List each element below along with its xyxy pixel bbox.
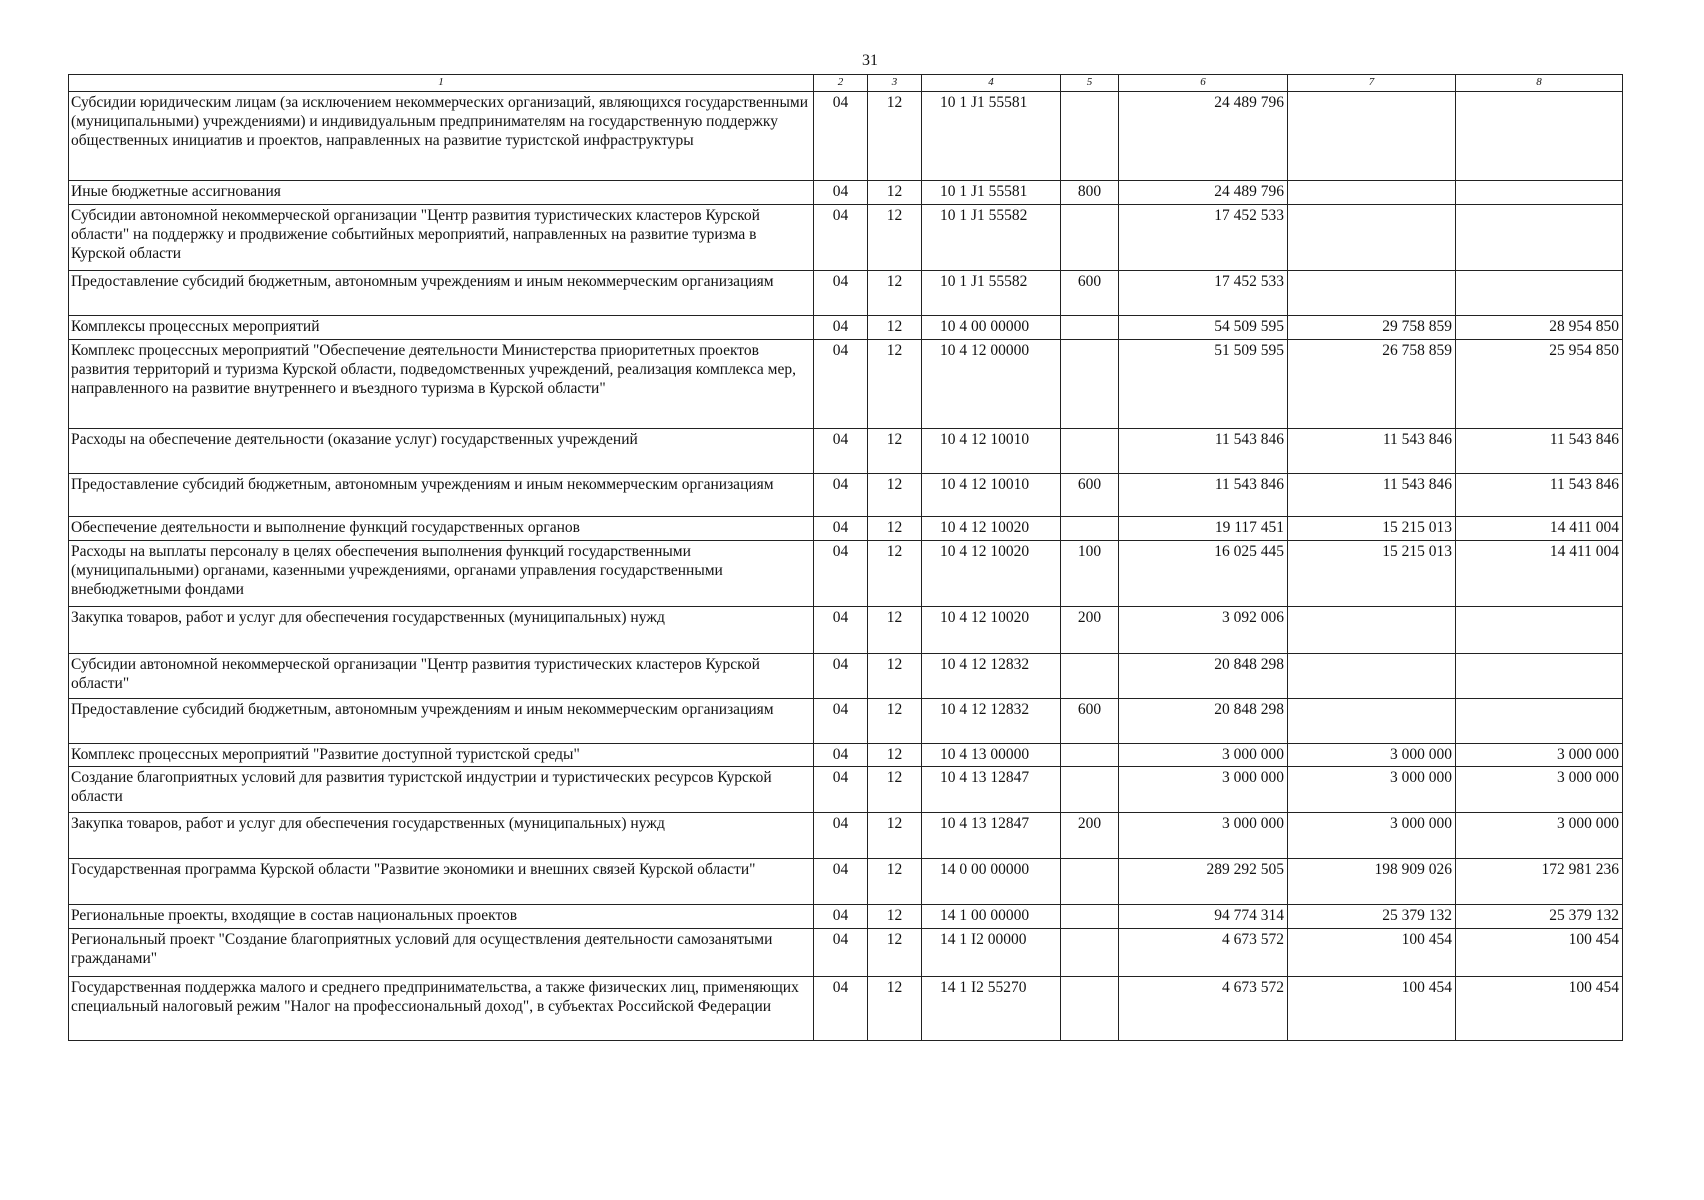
amount-year-1: 94 774 314	[1119, 905, 1288, 929]
column-number: 1	[69, 75, 814, 92]
table-row	[69, 744, 1623, 767]
subsection-code: 12	[868, 699, 922, 744]
section-code: 04	[814, 929, 868, 977]
table-row	[69, 813, 1623, 859]
table-row	[69, 859, 1623, 905]
target-article-code: 10 4 12 00000	[922, 340, 1061, 429]
table-row	[69, 340, 1623, 429]
expense-type-code	[1061, 744, 1119, 767]
table-row	[69, 271, 1623, 316]
amount-year-1: 289 292 505	[1119, 859, 1288, 905]
amount-year-3	[1456, 271, 1623, 316]
table-row	[69, 474, 1623, 517]
target-article-code: 10 4 12 12832	[922, 654, 1061, 699]
amount-year-2	[1288, 607, 1456, 654]
expense-type-code	[1061, 905, 1119, 929]
amount-year-1: 17 452 533	[1119, 205, 1288, 271]
amount-year-2	[1288, 92, 1456, 181]
table-row	[69, 929, 1623, 977]
expense-type-code	[1061, 92, 1119, 181]
amount-year-1: 17 452 533	[1119, 271, 1288, 316]
subsection-code: 12	[868, 517, 922, 541]
row-name: Предоставление субсидий бюджетным, автономным учреждениям и иным некоммерческим организациям	[69, 474, 814, 517]
amount-year-2	[1288, 271, 1456, 316]
amount-year-1: 54 509 595	[1119, 316, 1288, 340]
amount-year-3: 14 411 004	[1456, 517, 1623, 541]
subsection-code: 12	[868, 474, 922, 517]
amount-year-3: 25 954 850	[1456, 340, 1623, 429]
amount-year-1: 19 117 451	[1119, 517, 1288, 541]
subsection-code: 12	[868, 340, 922, 429]
amount-year-3	[1456, 181, 1623, 205]
amount-year-2: 100 454	[1288, 977, 1456, 1041]
expense-type-code	[1061, 340, 1119, 429]
amount-year-2: 15 215 013	[1288, 541, 1456, 607]
table-row	[69, 905, 1623, 929]
subsection-code: 12	[868, 859, 922, 905]
row-name: Субсидии автономной некоммерческой организации "Центр развития туристических кластеров Курской области" на поддержку и продвижение событийных мероприятий, направленных на развитие туризма в Курской области	[69, 205, 814, 271]
section-code: 04	[814, 205, 868, 271]
amount-year-1: 4 673 572	[1119, 977, 1288, 1041]
table-row	[69, 316, 1623, 340]
expense-type-code	[1061, 517, 1119, 541]
column-number: 2	[814, 75, 868, 92]
target-article-code: 10 4 13 12847	[922, 813, 1061, 859]
column-number-row	[69, 75, 1623, 92]
row-name: Расходы на выплаты персоналу в целях обеспечения выполнения функций государственными (муниципальными) органами, казенными учреждениями, органами управления государственными внебюджетными фондами	[69, 541, 814, 607]
row-name: Расходы на обеспечение деятельности (оказание услуг) государственных учреждений	[69, 429, 814, 474]
expense-type-code	[1061, 767, 1119, 813]
amount-year-1: 3 000 000	[1119, 744, 1288, 767]
expense-type-code	[1061, 859, 1119, 905]
subsection-code: 12	[868, 813, 922, 859]
target-article-code: 10 1 J1 55581	[922, 181, 1061, 205]
target-article-code: 10 1 J1 55582	[922, 205, 1061, 271]
section-code: 04	[814, 607, 868, 654]
amount-year-3	[1456, 654, 1623, 699]
amount-year-1: 4 673 572	[1119, 929, 1288, 977]
subsection-code: 12	[868, 92, 922, 181]
amount-year-1: 3 000 000	[1119, 767, 1288, 813]
expense-type-code: 200	[1061, 607, 1119, 654]
expense-type-code	[1061, 205, 1119, 271]
table-row	[69, 767, 1623, 813]
target-article-code: 10 4 12 10010	[922, 429, 1061, 474]
row-name: Региональный проект "Создание благоприятных условий для осуществления деятельности самозанятыми гражданами"	[69, 929, 814, 977]
section-code: 04	[814, 474, 868, 517]
section-code: 04	[814, 813, 868, 859]
row-name: Закупка товаров, работ и услуг для обеспечения государственных (муниципальных) нужд	[69, 813, 814, 859]
amount-year-1: 20 848 298	[1119, 699, 1288, 744]
subsection-code: 12	[868, 205, 922, 271]
table-row	[69, 429, 1623, 474]
target-article-code: 10 1 J1 55581	[922, 92, 1061, 181]
amount-year-3: 25 379 132	[1456, 905, 1623, 929]
table-row	[69, 205, 1623, 271]
amount-year-2: 3 000 000	[1288, 744, 1456, 767]
expense-type-code	[1061, 429, 1119, 474]
table-row	[69, 977, 1623, 1041]
table-row	[69, 541, 1623, 607]
column-number: 3	[868, 75, 922, 92]
subsection-code: 12	[868, 744, 922, 767]
amount-year-3: 14 411 004	[1456, 541, 1623, 607]
section-code: 04	[814, 744, 868, 767]
amount-year-3: 100 454	[1456, 929, 1623, 977]
amount-year-1: 11 543 846	[1119, 474, 1288, 517]
amount-year-2: 26 758 859	[1288, 340, 1456, 429]
expense-type-code	[1061, 929, 1119, 977]
subsection-code: 12	[868, 181, 922, 205]
row-name: Предоставление субсидий бюджетным, автономным учреждениям и иным некоммерческим организациям	[69, 271, 814, 316]
row-name: Комплекс процессных мероприятий "Обеспечение деятельности Министерства приоритетных проектов развития территорий и туризма Курской области, подведомственных учреждений, реализация комплекса мер, направленного на развитие внутреннего и въездного туризма в Курской области"	[69, 340, 814, 429]
row-name: Комплексы процессных мероприятий	[69, 316, 814, 340]
amount-year-1: 3 000 000	[1119, 813, 1288, 859]
target-article-code: 10 4 00 00000	[922, 316, 1061, 340]
amount-year-2: 3 000 000	[1288, 767, 1456, 813]
amount-year-3	[1456, 699, 1623, 744]
amount-year-3: 11 543 846	[1456, 474, 1623, 517]
amount-year-3	[1456, 607, 1623, 654]
expense-type-code: 200	[1061, 813, 1119, 859]
section-code: 04	[814, 699, 868, 744]
subsection-code: 12	[868, 929, 922, 977]
amount-year-3: 28 954 850	[1456, 316, 1623, 340]
target-article-code: 10 4 12 12832	[922, 699, 1061, 744]
row-name: Государственная программа Курской области "Развитие экономики и внешних связей Курской области"	[69, 859, 814, 905]
table-row	[69, 181, 1623, 205]
amount-year-3	[1456, 205, 1623, 271]
target-article-code: 10 4 12 10020	[922, 541, 1061, 607]
expense-type-code: 100	[1061, 541, 1119, 607]
table-row	[69, 607, 1623, 654]
amount-year-1: 3 092 006	[1119, 607, 1288, 654]
expense-type-code	[1061, 977, 1119, 1041]
section-code: 04	[814, 92, 868, 181]
amount-year-2: 29 758 859	[1288, 316, 1456, 340]
section-code: 04	[814, 429, 868, 474]
page-number: 31	[862, 52, 878, 69]
expense-type-code	[1061, 316, 1119, 340]
row-name: Закупка товаров, работ и услуг для обеспечения государственных (муниципальных) нужд	[69, 607, 814, 654]
amount-year-1: 24 489 796	[1119, 181, 1288, 205]
table-row	[69, 92, 1623, 181]
row-name: Обеспечение деятельности и выполнение функций государственных органов	[69, 517, 814, 541]
amount-year-1: 11 543 846	[1119, 429, 1288, 474]
amount-year-3: 3 000 000	[1456, 767, 1623, 813]
target-article-code: 10 4 12 10020	[922, 607, 1061, 654]
amount-year-2: 25 379 132	[1288, 905, 1456, 929]
column-number: 6	[1119, 75, 1288, 92]
column-number: 8	[1456, 75, 1623, 92]
amount-year-3: 3 000 000	[1456, 813, 1623, 859]
amount-year-2: 11 543 846	[1288, 429, 1456, 474]
amount-year-1: 51 509 595	[1119, 340, 1288, 429]
target-article-code: 14 1 00 00000	[922, 905, 1061, 929]
column-number: 7	[1288, 75, 1456, 92]
amount-year-1: 16 025 445	[1119, 541, 1288, 607]
amount-year-3: 172 981 236	[1456, 859, 1623, 905]
expense-type-code	[1061, 654, 1119, 699]
row-name: Субсидии юридическим лицам (за исключением некоммерческих организаций, являющихся государственными (муниципальными) учреждениями) и индивидуальным предпринимателям на государственную поддержку общественных инициатив и проектов, направленных на развитие туристской инфраструктуры	[69, 92, 814, 181]
subsection-code: 12	[868, 654, 922, 699]
row-name: Предоставление субсидий бюджетным, автономным учреждениям и иным некоммерческим организациям	[69, 699, 814, 744]
subsection-code: 12	[868, 905, 922, 929]
amount-year-3: 11 543 846	[1456, 429, 1623, 474]
expense-type-code: 800	[1061, 181, 1119, 205]
amount-year-2: 11 543 846	[1288, 474, 1456, 517]
subsection-code: 12	[868, 429, 922, 474]
section-code: 04	[814, 905, 868, 929]
target-article-code: 14 1 I2 55270	[922, 977, 1061, 1041]
target-article-code: 10 1 J1 55582	[922, 271, 1061, 316]
amount-year-2	[1288, 205, 1456, 271]
amount-year-1: 24 489 796	[1119, 92, 1288, 181]
target-article-code: 14 1 I2 00000	[922, 929, 1061, 977]
expense-type-code: 600	[1061, 699, 1119, 744]
subsection-code: 12	[868, 271, 922, 316]
amount-year-2: 198 909 026	[1288, 859, 1456, 905]
target-article-code: 10 4 13 12847	[922, 767, 1061, 813]
section-code: 04	[814, 271, 868, 316]
section-code: 04	[814, 977, 868, 1041]
target-article-code: 10 4 12 10010	[922, 474, 1061, 517]
column-number: 5	[1061, 75, 1119, 92]
section-code: 04	[814, 767, 868, 813]
subsection-code: 12	[868, 541, 922, 607]
section-code: 04	[814, 181, 868, 205]
amount-year-2	[1288, 181, 1456, 205]
target-article-code: 10 4 12 10020	[922, 517, 1061, 541]
target-article-code: 10 4 13 00000	[922, 744, 1061, 767]
amount-year-2: 15 215 013	[1288, 517, 1456, 541]
amount-year-1: 20 848 298	[1119, 654, 1288, 699]
target-article-code: 14 0 00 00000	[922, 859, 1061, 905]
row-name: Государственная поддержка малого и среднего предпринимательства, а также физических лиц, применяющих специальный налоговый режим "Налог на профессиональный доход", в субъектах Российской Федерации	[69, 977, 814, 1041]
row-name: Региональные проекты, входящие в состав национальных проектов	[69, 905, 814, 929]
amount-year-3: 100 454	[1456, 977, 1623, 1041]
amount-year-2: 100 454	[1288, 929, 1456, 977]
section-code: 04	[814, 517, 868, 541]
amount-year-2	[1288, 654, 1456, 699]
section-code: 04	[814, 654, 868, 699]
section-code: 04	[814, 859, 868, 905]
subsection-code: 12	[868, 607, 922, 654]
row-name: Создание благоприятных условий для развития туристской индустрии и туристических ресурсов Курской области	[69, 767, 814, 813]
table-row	[69, 699, 1623, 744]
subsection-code: 12	[868, 316, 922, 340]
column-number: 4	[922, 75, 1061, 92]
subsection-code: 12	[868, 767, 922, 813]
section-code: 04	[814, 340, 868, 429]
expense-type-code: 600	[1061, 474, 1119, 517]
section-code: 04	[814, 316, 868, 340]
table-row	[69, 654, 1623, 699]
amount-year-2: 3 000 000	[1288, 813, 1456, 859]
row-name: Комплекс процессных мероприятий "Развитие доступной туристской среды"	[69, 744, 814, 767]
subsection-code: 12	[868, 977, 922, 1041]
row-name: Субсидии автономной некоммерческой организации "Центр развития туристических кластеров Курской области"	[69, 654, 814, 699]
amount-year-3: 3 000 000	[1456, 744, 1623, 767]
section-code: 04	[814, 541, 868, 607]
budget-table	[68, 74, 1623, 1041]
amount-year-3	[1456, 92, 1623, 181]
table-row	[69, 517, 1623, 541]
amount-year-2	[1288, 699, 1456, 744]
row-name: Иные бюджетные ассигнования	[69, 181, 814, 205]
expense-type-code: 600	[1061, 271, 1119, 316]
